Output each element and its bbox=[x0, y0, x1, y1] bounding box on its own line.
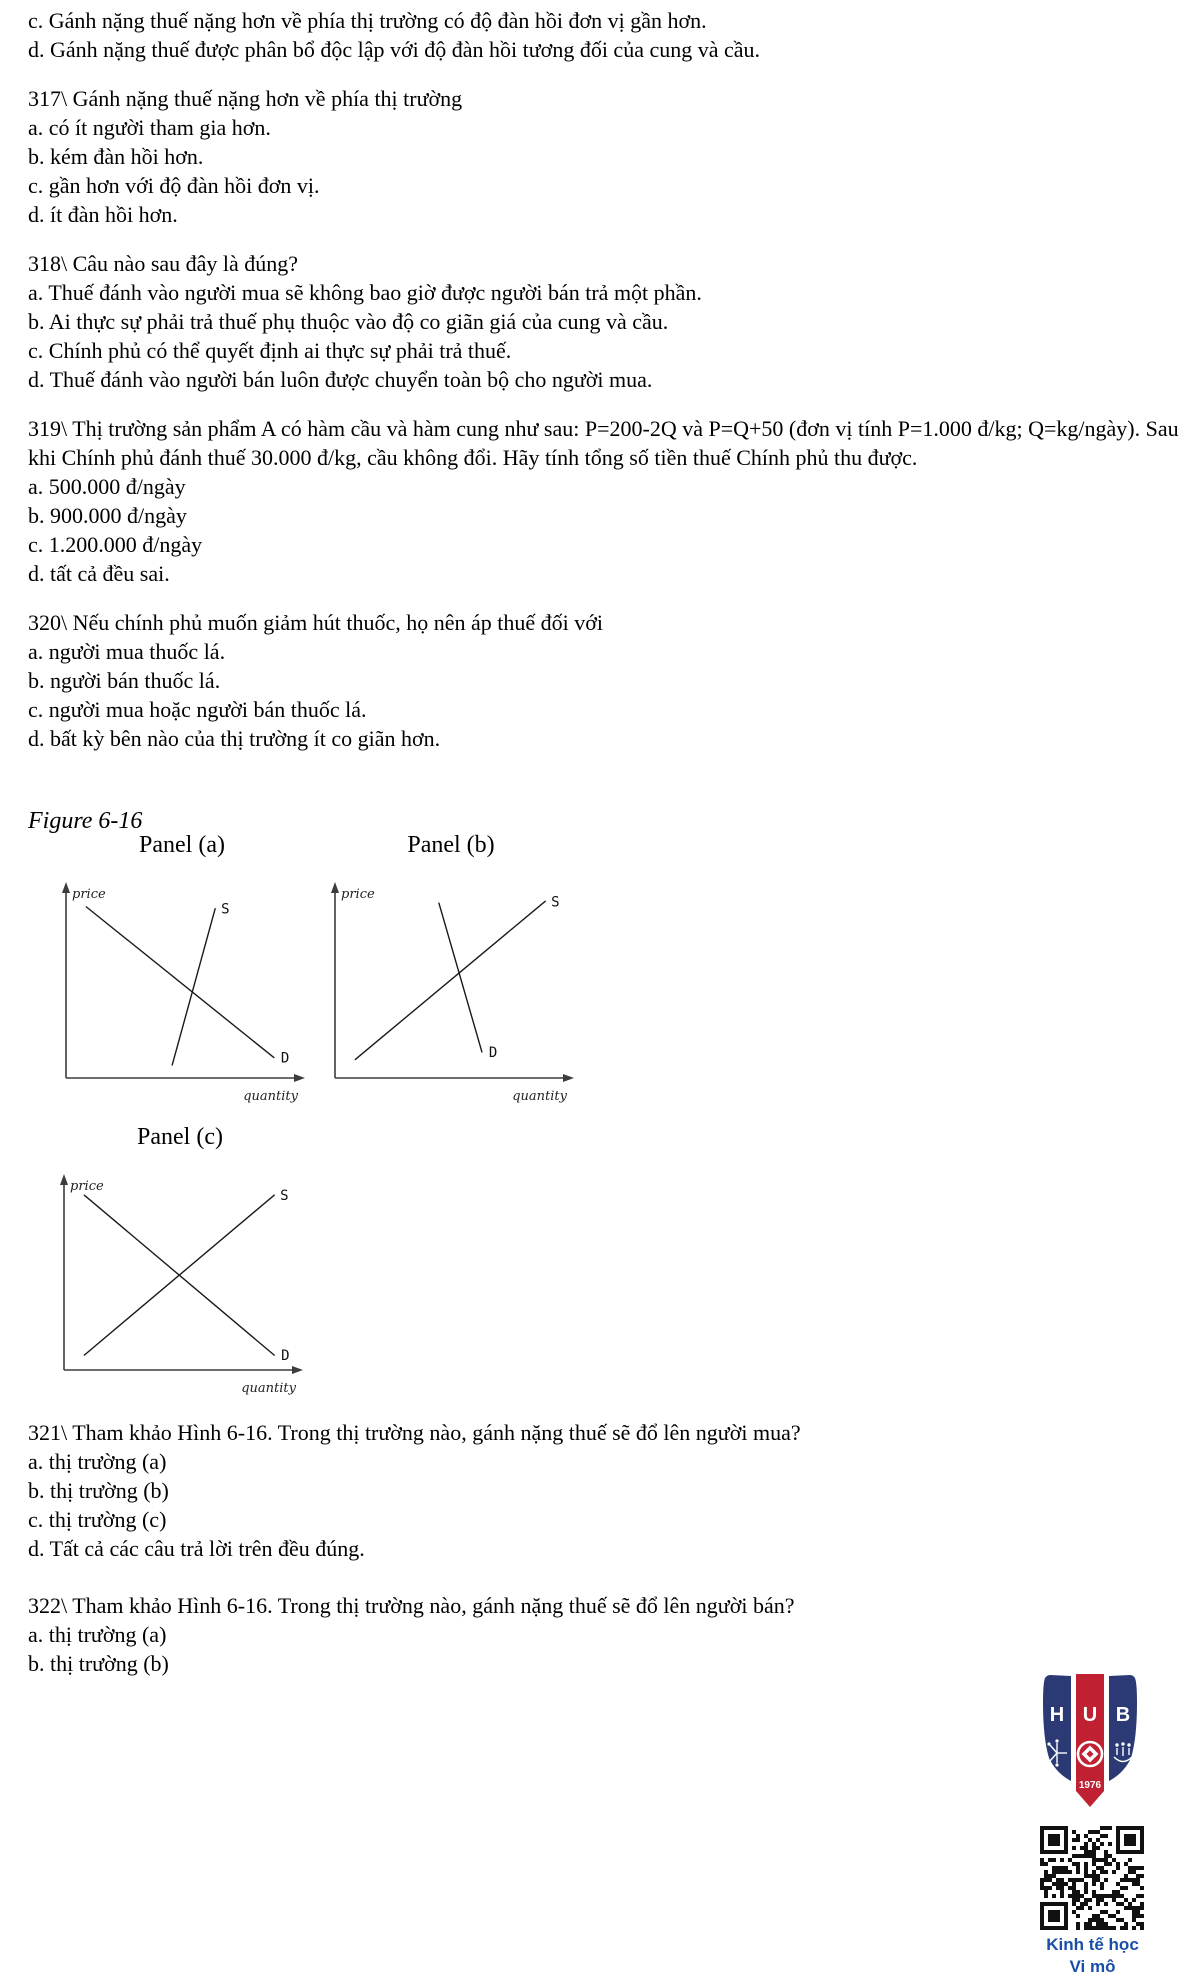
demand-curve-label: D bbox=[488, 1044, 498, 1061]
figure-caption: Figure 6-16 bbox=[28, 808, 143, 834]
x-axis-arrow-icon bbox=[294, 1074, 305, 1082]
demand-curve-label: D bbox=[281, 1348, 290, 1365]
question-317-title: 317\ Gánh nặng thuế nặng hơn về phía thị trường bbox=[28, 86, 463, 111]
question-321-option-a: a. thị trường (a) bbox=[28, 1449, 167, 1474]
panel-a bbox=[52, 832, 312, 1110]
document-text-top bbox=[28, 6, 1180, 753]
supply-curve bbox=[172, 909, 215, 1065]
document-text-bottom bbox=[28, 1418, 1180, 1678]
qr-code bbox=[1040, 1826, 1144, 1930]
question-319-option-a: a. 500.000 đ/ngày bbox=[28, 474, 186, 499]
logo-letter-b: B bbox=[1115, 1704, 1131, 1726]
supply-curve-label: S bbox=[280, 1188, 289, 1205]
quantity-axis-label: quantity bbox=[512, 1089, 567, 1104]
quantity-axis-label: quantity bbox=[243, 1089, 298, 1104]
question-320-title: 320\ Nếu chính phủ muốn giảm hút thuốc, họ nên áp thuế đối với bbox=[28, 610, 603, 635]
question-321-option-b: b. thị trường (b) bbox=[28, 1478, 169, 1503]
demand-curve bbox=[439, 903, 482, 1052]
question-317-option-c: c. gần hơn với độ đàn hồi đơn vị. bbox=[28, 173, 320, 198]
question-318-option-b: b. Ai thực sự phải trả thuế phụ thuộc vào độ co giãn giá của cung và cầu. bbox=[28, 309, 669, 334]
question-321 bbox=[28, 1418, 1180, 1563]
question-318-option-a: a. Thuế đánh vào người mua sẽ không bao giờ được người bán trả một phần. bbox=[28, 280, 702, 305]
hub-university-logo bbox=[1040, 1673, 1140, 1821]
price-axis-label: price bbox=[341, 887, 375, 902]
panel-a-title: Panel (a) bbox=[139, 832, 225, 858]
course-caption bbox=[1035, 1934, 1150, 1977]
question-319-title: 319\ Thị trường sản phẩm A có hàm cầu và hàm cung như sau: P=200-2Q và P=Q+50 (đơn vị tính P=1.000 đ/kg; Q=kg/ngày). Sau khi Chính phủ đánh thuế 30.000 đ/kg, cầu không đổi. Hãy tính tổng số tiền thuế Chính phủ thu được. bbox=[28, 416, 1179, 470]
supply-curve bbox=[355, 901, 545, 1059]
logo-letter-u: U bbox=[1082, 1704, 1098, 1726]
supply-curve-label: S bbox=[221, 901, 230, 918]
question-322 bbox=[28, 1591, 1180, 1678]
x-axis-arrow-icon bbox=[292, 1366, 303, 1374]
course-caption-line1: Kinh tế học bbox=[1046, 1935, 1139, 1954]
panel-b-chart bbox=[321, 860, 581, 1110]
question-322-option-b: b. thị trường (b) bbox=[28, 1651, 169, 1676]
q316-option-c: c. Gánh nặng thuế nặng hơn về phía thị trường có độ đàn hồi đơn vị gần hơn. bbox=[28, 8, 707, 33]
q316-option-d: d. Gánh nặng thuế được phân bổ độc lập với độ đàn hồi tương đối của cung và cầu. bbox=[28, 37, 761, 62]
logo-year: 1976 bbox=[1078, 1780, 1102, 1791]
panel-b bbox=[321, 832, 581, 1110]
question-320-option-c: c. người mua hoặc người bán thuốc lá. bbox=[28, 697, 367, 722]
question-320-option-d: d. bất kỳ bên nào của thị trường ít co giãn hơn. bbox=[28, 726, 441, 751]
question-317-option-a: a. có ít người tham gia hơn. bbox=[28, 115, 271, 140]
question-320 bbox=[28, 608, 1180, 753]
diamond-seal-icon bbox=[1078, 1742, 1102, 1766]
panel-b-title: Panel (b) bbox=[407, 832, 495, 858]
question-319-option-d: d. tất cả đều sai. bbox=[28, 561, 170, 586]
x-axis-arrow-icon bbox=[563, 1074, 574, 1082]
y-axis-arrow-icon bbox=[62, 882, 70, 893]
price-axis-label: price bbox=[70, 1179, 104, 1194]
question-319 bbox=[28, 414, 1180, 588]
panel-c-chart bbox=[50, 1152, 310, 1402]
question-319-option-c: c. 1.200.000 đ/ngày bbox=[28, 532, 203, 557]
question-318-option-d: d. Thuế đánh vào người bán luôn được chuyển toàn bộ cho người mua. bbox=[28, 367, 653, 392]
quantity-axis-label: quantity bbox=[241, 1381, 296, 1396]
question-320-option-a: a. người mua thuốc lá. bbox=[28, 639, 226, 664]
panel-a-chart bbox=[52, 860, 312, 1110]
demand-curve-label: D bbox=[280, 1050, 290, 1067]
question-317 bbox=[28, 84, 1180, 229]
question-318 bbox=[28, 249, 1180, 394]
panel-c-title: Panel (c) bbox=[137, 1124, 223, 1150]
logo-letter-h: H bbox=[1049, 1704, 1065, 1726]
supply-curve-label: S bbox=[551, 894, 560, 911]
price-axis-label: price bbox=[72, 887, 106, 902]
question-320-option-b: b. người bán thuốc lá. bbox=[28, 668, 221, 693]
question-317-option-d: d. ít đàn hồi hơn. bbox=[28, 202, 178, 227]
question-322-option-a: a. thị trường (a) bbox=[28, 1622, 167, 1647]
question-321-title: 321\ Tham khảo Hình 6-16. Trong thị trường nào, gánh nặng thuế sẽ đổ lên người mua? bbox=[28, 1420, 801, 1445]
question-321-option-d: d. Tất cả các câu trả lời trên đều đúng. bbox=[28, 1536, 365, 1561]
question-319-option-b: b. 900.000 đ/ngày bbox=[28, 503, 187, 528]
y-axis-arrow-icon bbox=[60, 1174, 68, 1185]
panel-c bbox=[50, 1124, 310, 1402]
y-axis-arrow-icon bbox=[331, 882, 339, 893]
question-322-title: 322\ Tham khảo Hình 6-16. Trong thị trường nào, gánh nặng thuế sẽ đổ lên người bán? bbox=[28, 1593, 795, 1618]
question-317-option-b: b. kém đàn hồi hơn. bbox=[28, 144, 204, 169]
question-321-option-c: c. thị trường (c) bbox=[28, 1507, 167, 1532]
logo-right-stripe bbox=[1109, 1675, 1137, 1781]
course-caption-line2: Vi mô bbox=[1069, 1957, 1116, 1976]
question-318-option-c: c. Chính phủ có thể quyết định ai thực sự phải trả thuế. bbox=[28, 338, 512, 363]
question-318-title: 318\ Câu nào sau đây là đúng? bbox=[28, 251, 299, 276]
